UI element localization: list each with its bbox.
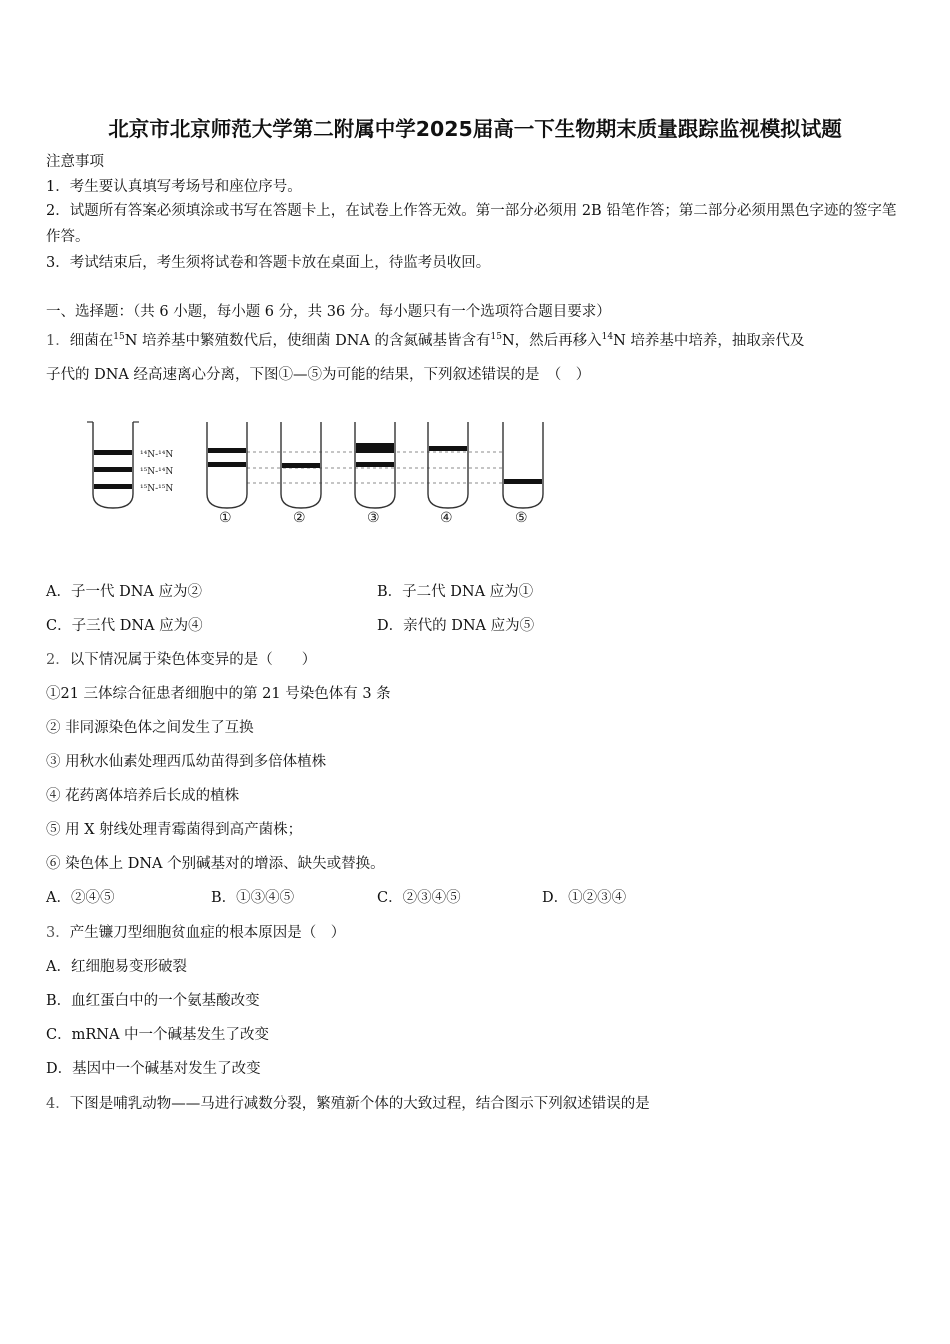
q1-option-a: A．子一代 DNA 应为② [46,584,202,600]
q3-number: 3． [46,925,70,941]
q3-option-a: A．红细胞易变形破裂 [46,959,187,975]
q1-line-1: 1．细菌在$^{15}$N 培养基中繁殖数代后，使细菌 DNA 的含氮碱基皆含有$^{15}$N，然后再移入$^{14}$N 培养基中培养，抽取亲代及 [46,332,805,349]
q2-number: 2． [46,652,70,668]
tube-label-3: ③ [367,510,380,526]
tube-3-band-top [356,443,394,453]
notice-item-3: 3．考试结束后，考生须将试卷和答题卡放在桌面上，待监考员收回。 [46,255,491,271]
tube-4-band [429,446,467,451]
tube-3-band-mid [356,462,394,467]
q1-option-b: B．子二代 DNA 应为① [377,584,534,600]
q4-number: 4． [46,1096,70,1112]
tube-2-band [282,463,320,468]
q3-option-d: D．基因中一个碱基对发生了改变 [46,1061,261,1077]
tube-4 [428,422,468,508]
ref-band-14-14 [94,450,132,455]
tube-label-4: ④ [440,510,453,526]
tube-label-5: ⑤ [515,510,528,526]
tube-5-band [504,479,542,484]
band-label-14-14: ¹⁴N-¹⁴N [140,450,174,460]
q2-option-d: D．①②③④ [542,890,627,906]
tube-label-1: ① [219,510,232,526]
q2-stem: 2．以下情况属于染色体变异的是（ ） [46,652,317,668]
q2-item-2: ② 非同源染色体之间发生了互换 [46,720,254,736]
notice-item-2: 2．试题所有答案必须填涂或书写在答题卡上，在试卷上作答无效。第一部分必须用 2B 铅笔作答；第二部分必须用黑色字迹的签字笔作答。 [46,203,897,245]
band-label-15-14: ¹⁵N-¹⁴N [140,467,174,477]
tube-label-2: ② [293,510,306,526]
ref-band-15-14 [94,467,132,472]
tube-1-band-mid [208,462,246,467]
section-heading: 一、选择题：（共 6 小题，每小题 6 分，共 36 分。每小题只有一个选项符合题目要求） [46,304,611,320]
q2-option-a: A．②④⑤ [46,890,115,906]
q1-option-c: C．子三代 DNA 应为④ [46,618,203,634]
notice-item-1: 1．考生要认真填写考场号和座位序号。 [46,179,302,195]
q2-item-3: ③ 用秋水仙素处理西瓜幼苗得到多倍体植株 [46,754,327,770]
q1-option-d: D．亲代的 DNA 应为⑤ [377,618,535,634]
ref-band-15-15 [94,484,132,489]
q1-number: 1． [46,332,70,349]
notice-heading: 注意事项 [46,154,104,170]
q4-stem: 4．下图是哺乳动物——马进行减数分裂，繁殖新个体的大致过程，结合图示下列叙述错误的是 [46,1096,650,1112]
q1-centrifuge-figure [85,416,555,528]
reference-tube [93,422,133,508]
band-label-15-15: ¹⁵N-¹⁵N [140,484,174,494]
q3-stem: 3．产生镰刀型细胞贫血症的根本原因是（ ） [46,925,346,941]
q2-option-b: B．①③④⑤ [211,890,295,906]
q3-option-c: C．mRNA 中一个碱基发生了改变 [46,1027,270,1043]
q3-option-b: B．血红蛋白中的一个氨基酸改变 [46,993,260,1009]
q2-item-6: ⑥ 染色体上 DNA 个别碱基对的增添、缺失或替换。 [46,856,385,872]
page-title: 北京市北京师范大学第二附属中学2025届高一下生物期末质量跟踪监视模拟试题 [108,117,842,141]
q2-option-c: C．②③④⑤ [377,890,461,906]
q1-line-2: 子代的 DNA 经高速离心分离，下图①—⑤为可能的结果，下列叙述错误的是 （ ） [46,367,591,383]
q2-item-4: ④ 花药离体培养后长成的植株 [46,788,240,804]
q2-item-1: ①21 三体综合征患者细胞中的第 21 号染色体有 3 条 [46,686,391,702]
tube-5 [503,422,543,508]
tube-1-band-top [208,448,246,453]
q2-item-5: ⑤ 用 X 射线处理青霉菌得到高产菌株； [46,822,303,838]
